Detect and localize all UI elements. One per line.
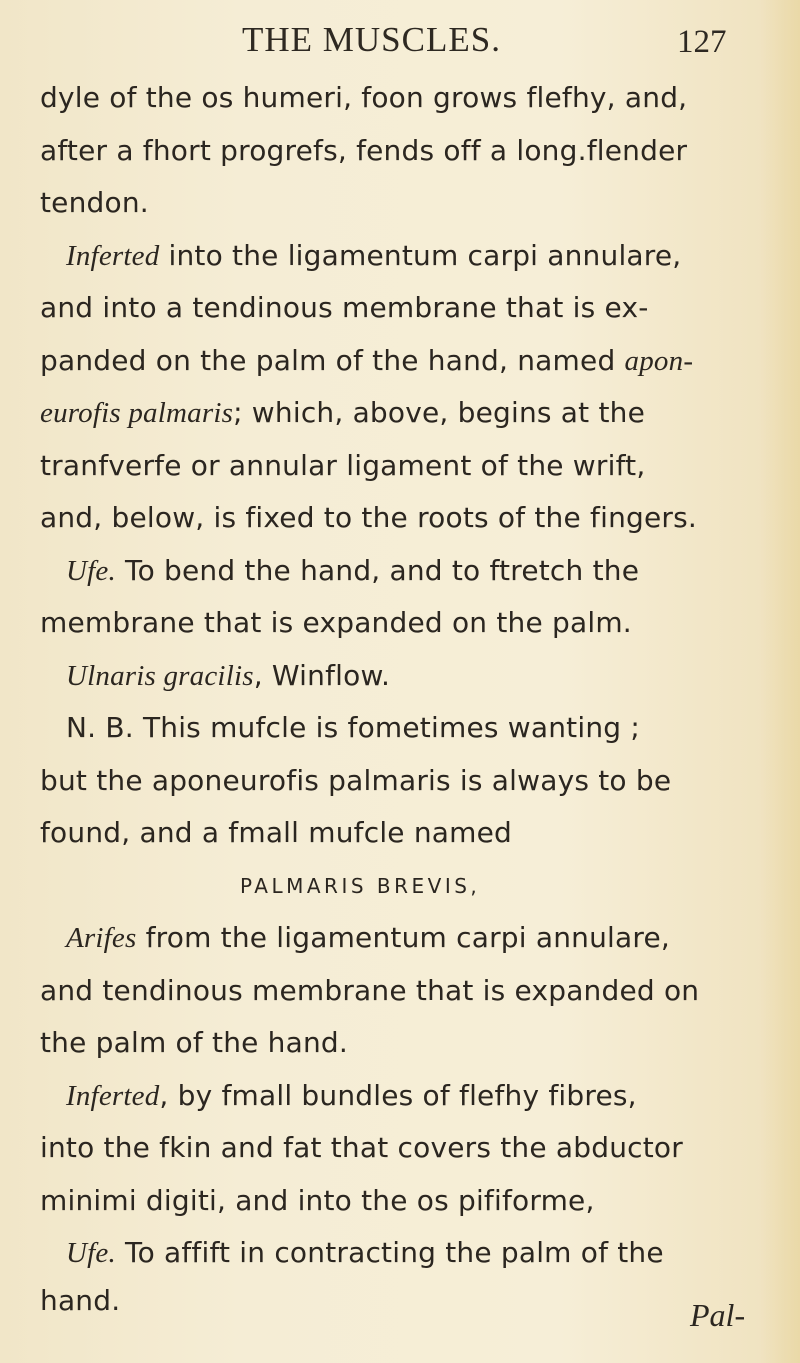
italic-term: Ufe. [66, 554, 116, 587]
page-edge-shading [760, 0, 800, 1363]
text-line [40, 72, 750, 125]
text-line [40, 1227, 750, 1280]
text-run: found, and a fmall mufcle named [40, 816, 513, 849]
text-line [40, 1122, 750, 1175]
text-run: and, below, is fixed to the roots of the fingers. [40, 501, 698, 534]
text-line [40, 807, 750, 860]
text-run: dyle of the os humeri, foon grows flefhy, and, [40, 81, 688, 114]
text-line [40, 125, 750, 178]
text-run: membrane that is expanded on the palm. [40, 606, 632, 639]
text-line [40, 440, 750, 493]
italic-term: Ulnaris gracilis [66, 659, 254, 692]
text-run: To bend the hand, and to ftretch the [115, 553, 640, 587]
text-run: panded on the palm of the hand, named [40, 343, 625, 377]
italic-term: apon- [624, 344, 694, 377]
text-line [40, 1070, 750, 1123]
italic-term: Arifes [66, 922, 137, 954]
italic-term: Inferted [66, 239, 160, 272]
text-run: hand. [40, 1283, 121, 1317]
text-run: , by fmall bundles of flefhy fibres, [159, 1078, 637, 1112]
italic-term: Ufe. [66, 1237, 116, 1269]
body-text [40, 72, 750, 1322]
text-line [40, 335, 750, 388]
italic-term: eurofis palmaris [40, 397, 234, 429]
text-line [40, 177, 750, 230]
section-heading [40, 860, 750, 913]
italic-term: Inferted [66, 1079, 160, 1112]
text-line [40, 1175, 750, 1228]
text-run: from the ligamentum carpi annulare, [136, 921, 671, 954]
page-header [0, 18, 800, 68]
text-run: and tendinous membrane that is expanded on [40, 973, 700, 1007]
text-line [40, 1017, 750, 1070]
text-run: after a fhort progrefs, fends off a long.flender [40, 133, 688, 167]
text-line [40, 1280, 750, 1322]
text-run: , Winflow. [253, 658, 391, 692]
text-line [40, 755, 750, 808]
text-line [40, 387, 750, 440]
text-run: but the aponeurofis palmaris is always to be [40, 763, 672, 797]
text-line [40, 650, 750, 703]
catchword: Pal- [690, 1297, 746, 1333]
page-number: 127 [677, 24, 727, 60]
text-run: tendon. [40, 186, 149, 219]
text-line [40, 492, 750, 545]
text-run: tranfverfe or annular ligament of the wrift, [40, 448, 646, 482]
text-run: N. B. This mufcle is fometimes wanting ; [66, 711, 640, 744]
running-head: THE MUSCLES. [242, 20, 501, 59]
text-line [40, 965, 750, 1018]
text-line [40, 702, 750, 755]
text-run: To affift in contracting the palm of the [115, 1236, 664, 1269]
text-run: and into a tendinous membrane that is ex- [40, 291, 649, 324]
text-run: into the fkin and fat that covers the abductor [40, 1131, 683, 1164]
text-line [40, 545, 750, 598]
text-line [40, 597, 750, 650]
text-run: minimi digiti, and into the os pififorme, [40, 1183, 595, 1217]
text-run: PALMARIS BREVIS, [240, 873, 481, 898]
text-run: into the ligamentum carpi annulare, [159, 238, 682, 272]
text-line [40, 230, 750, 283]
text-line [40, 912, 750, 965]
text-run: ; which, above, begins at the [233, 396, 645, 429]
text-run: the palm of the hand. [40, 1026, 349, 1059]
text-line [40, 282, 750, 335]
